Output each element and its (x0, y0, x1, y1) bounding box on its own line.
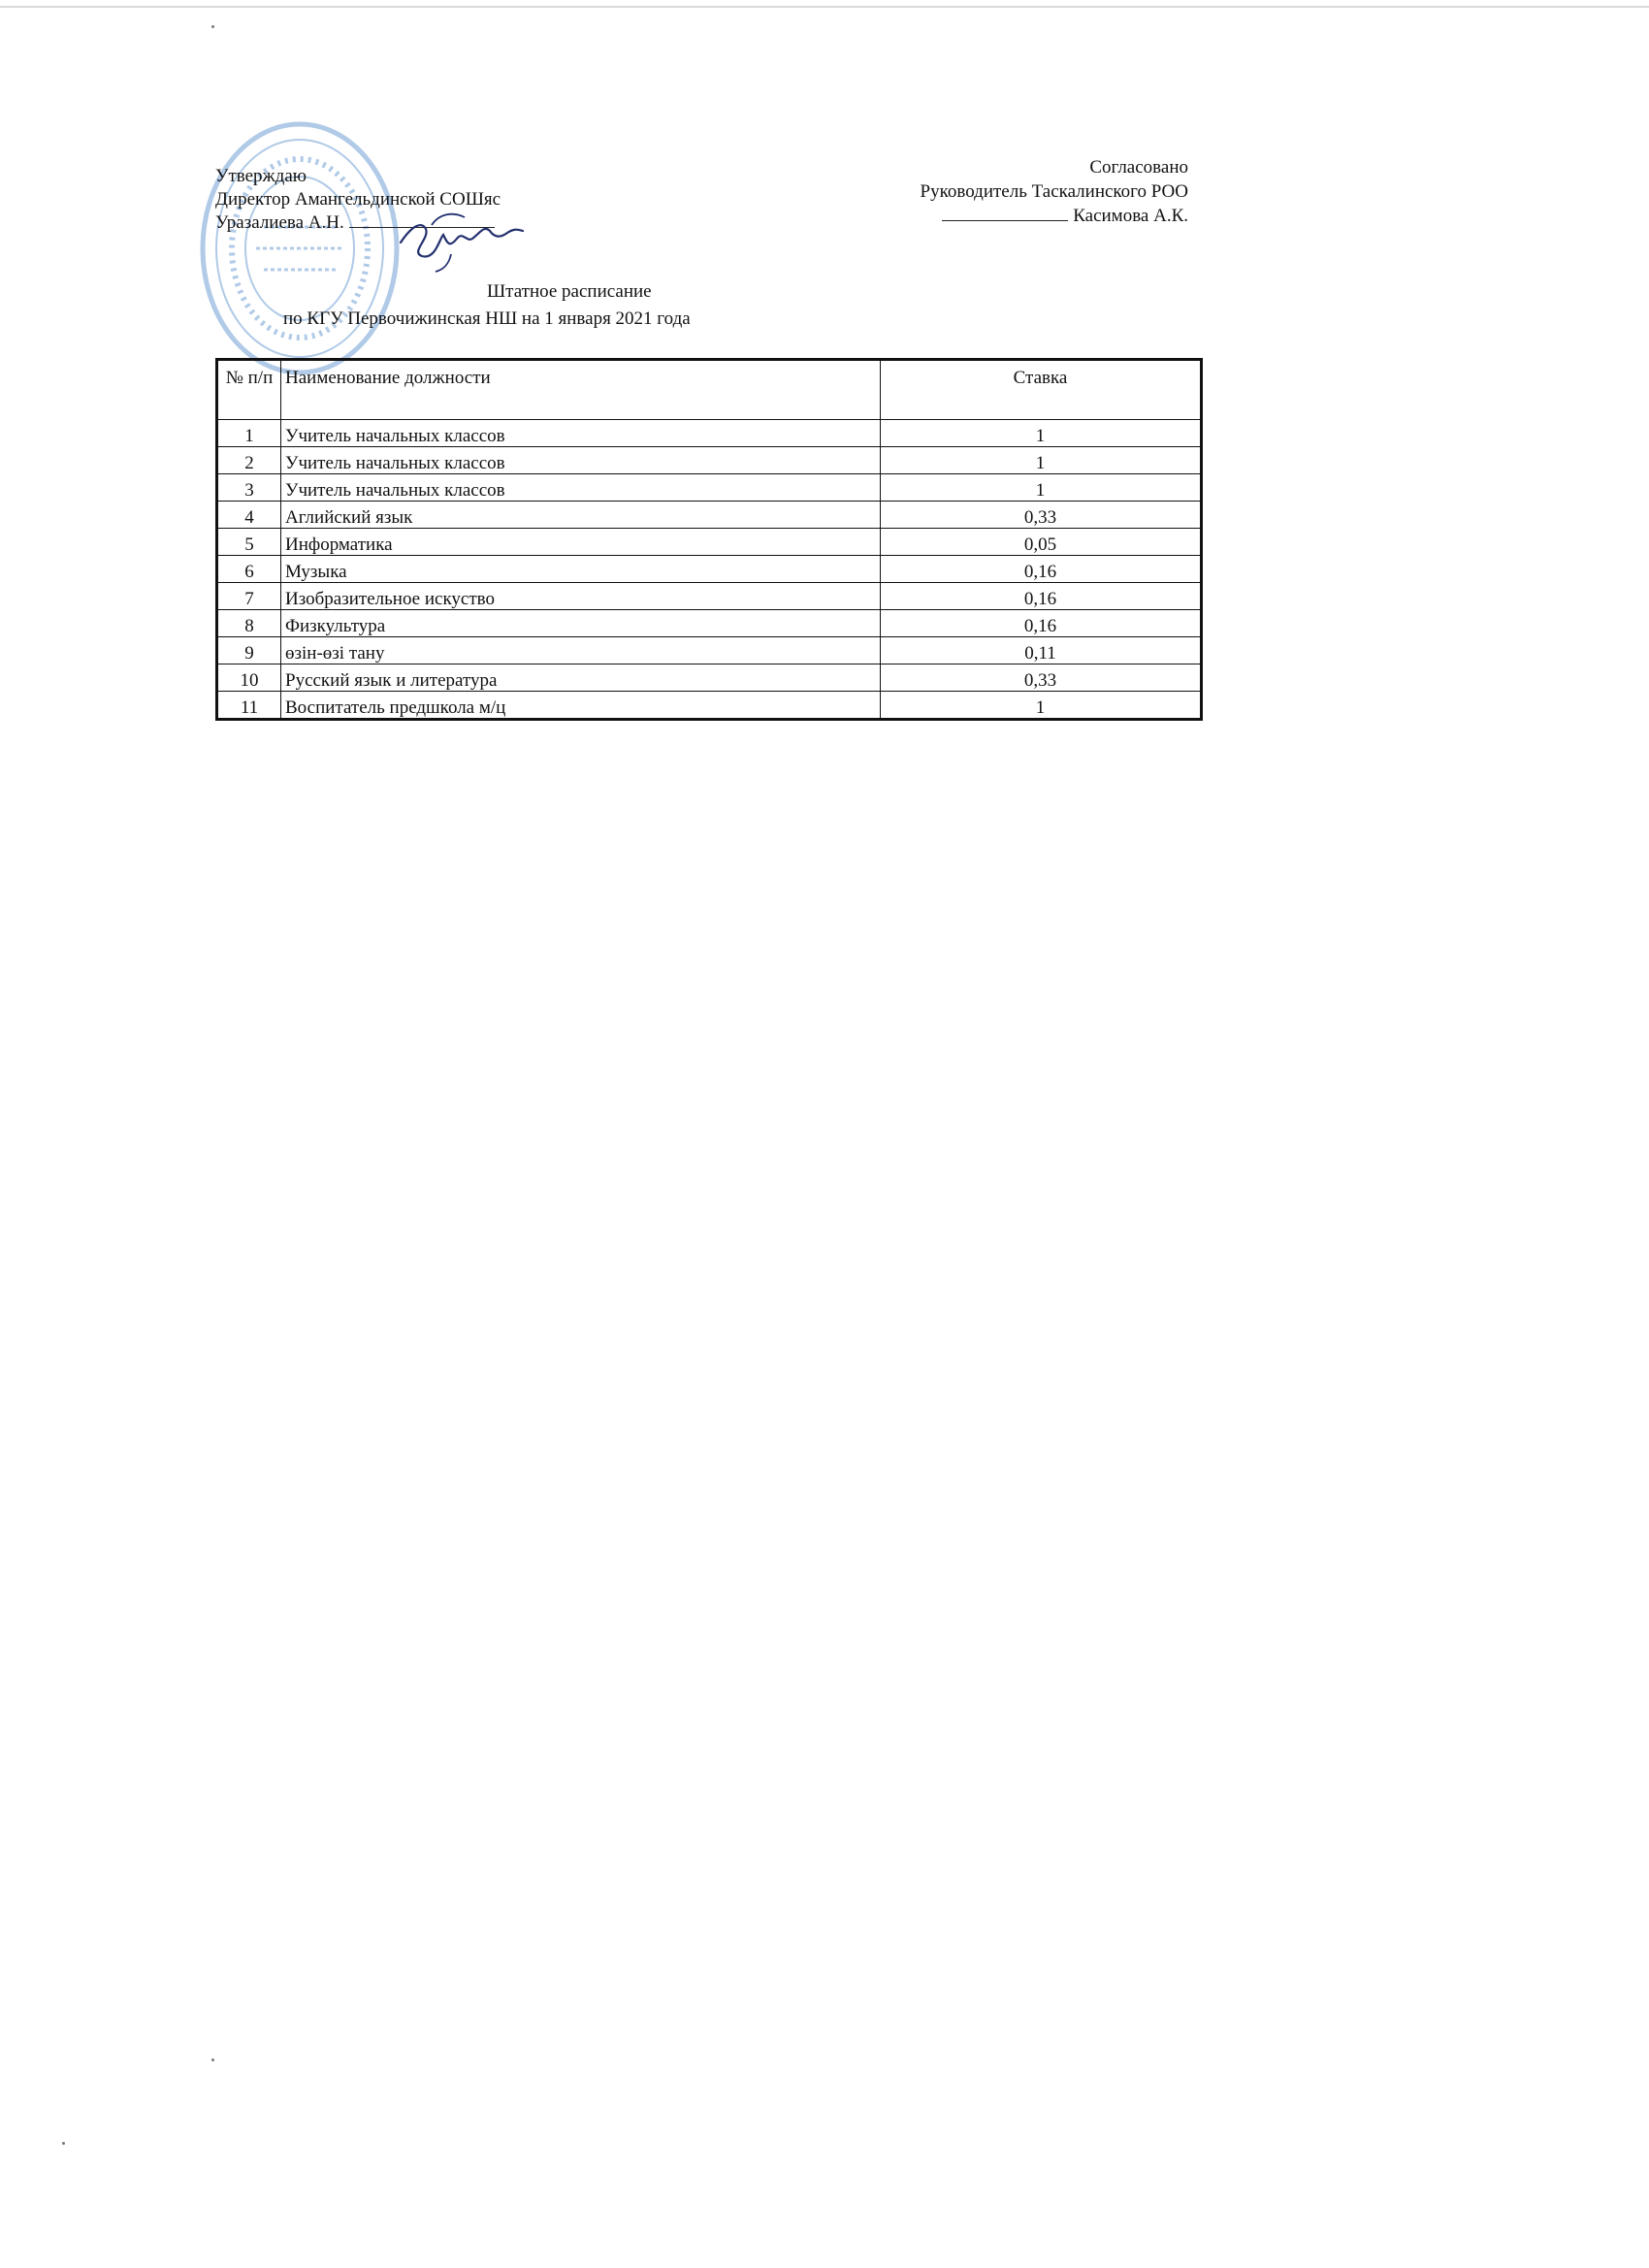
row-num: 8 (217, 610, 281, 637)
approval-position: Директор Амангельдинской СОШяс (215, 189, 501, 210)
header-num: № п/п (217, 360, 281, 420)
document-title: Штатное расписание (487, 281, 652, 302)
agreement-signer-row (905, 204, 1188, 228)
row-rate: 0,11 (881, 637, 1202, 664)
row-position: Музыка (281, 556, 881, 583)
table-row (217, 529, 1202, 556)
agreement-block (905, 155, 1188, 228)
table-row (217, 420, 1202, 447)
table-row (217, 637, 1202, 664)
row-position: Информатика (281, 529, 881, 556)
table-row (217, 502, 1202, 529)
scan-speck (211, 2058, 214, 2061)
official-stamp-icon (198, 118, 402, 378)
row-rate: 0,33 (881, 502, 1202, 529)
table-row (217, 556, 1202, 583)
row-rate: 0,16 (881, 583, 1202, 610)
row-num: 4 (217, 502, 281, 529)
table-row (217, 474, 1202, 502)
header-rate: Ставка (881, 360, 1202, 420)
handwritten-signature (393, 196, 529, 274)
table-header-row (217, 360, 1202, 420)
row-position: Изобразительное искуство (281, 583, 881, 610)
row-rate: 0,33 (881, 664, 1202, 692)
table-row (217, 447, 1202, 474)
agreement-heading: Согласовано (1089, 157, 1188, 178)
signature-line (942, 205, 1068, 221)
row-num: 7 (217, 583, 281, 610)
row-num: 2 (217, 447, 281, 474)
table-row (217, 664, 1202, 692)
row-num: 10 (217, 664, 281, 692)
row-num: 1 (217, 420, 281, 447)
row-rate: 0,16 (881, 556, 1202, 583)
row-num: 6 (217, 556, 281, 583)
header-position: Наименование должности (281, 360, 881, 420)
row-position: Учитель начальных классов (281, 447, 881, 474)
table-row (217, 610, 1202, 637)
row-position: Учитель начальных классов (281, 474, 881, 502)
row-rate: 0,05 (881, 529, 1202, 556)
row-rate: 0,16 (881, 610, 1202, 637)
row-rate: 1 (881, 447, 1202, 474)
staff-table (215, 358, 1203, 721)
row-num: 9 (217, 637, 281, 664)
row-position: Русский язык и литература (281, 664, 881, 692)
row-position: Учитель начальных классов (281, 420, 881, 447)
table-row (217, 583, 1202, 610)
agreement-name: Касимова А.К. (1073, 206, 1188, 226)
scan-speck (211, 25, 214, 28)
row-position: Аглийский язык (281, 502, 881, 529)
row-position: Воспитатель предшкола м/ц (281, 692, 881, 720)
approval-heading: Утверждаю (215, 166, 307, 186)
approval-name: Уразалиева А.Н. (215, 212, 344, 233)
row-position: Физкультура (281, 610, 881, 637)
scan-speck (62, 2142, 65, 2145)
row-num: 3 (217, 474, 281, 502)
table-row (217, 692, 1202, 720)
row-position: өзін-өзі тану (281, 637, 881, 664)
row-rate: 1 (881, 420, 1202, 447)
document-subtitle: по КГУ Первочижинская НШ на 1 января 2021 года (283, 308, 691, 329)
row-rate: 1 (881, 692, 1202, 720)
row-rate: 1 (881, 474, 1202, 502)
row-num: 11 (217, 692, 281, 720)
scan-edge-line (0, 6, 1649, 8)
agreement-position: Руководитель Таскалинского РОО (920, 181, 1188, 202)
row-num: 5 (217, 529, 281, 556)
